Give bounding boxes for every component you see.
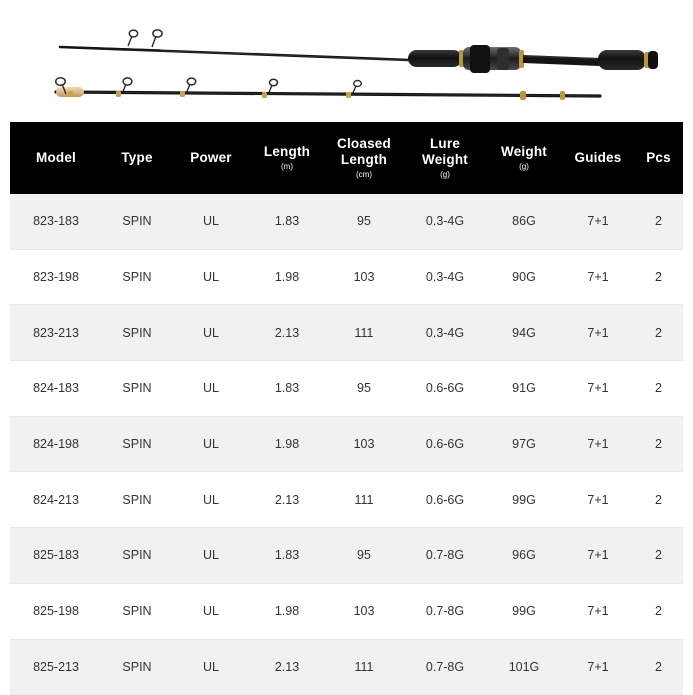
cell-closed-length: 103 [324, 416, 404, 472]
cell-pcs: 2 [634, 305, 683, 361]
table-row [10, 528, 683, 584]
cell-weight: 94G [486, 305, 562, 361]
cell-pcs: 2 [634, 583, 683, 639]
header-label: Model [36, 150, 76, 166]
cell-type: SPIN [102, 361, 172, 417]
cell-model: 823-213 [10, 305, 102, 361]
cell-pcs: 2 [634, 361, 683, 417]
table-row [10, 249, 683, 305]
header-label: Lure Weight [422, 136, 468, 168]
cell-lure-weight: 0.6-6G [404, 361, 486, 417]
cell-power: UL [172, 639, 250, 695]
cell-closed-length: 111 [324, 472, 404, 528]
cell-model: 825-183 [10, 528, 102, 584]
header-label: Cloased Length [337, 136, 391, 168]
header-label: Weight [501, 144, 547, 160]
cell-lure-weight: 0.3-4G [404, 249, 486, 305]
column-header-lure-weight [404, 122, 486, 194]
column-header-weight [486, 122, 562, 194]
header-label: Guides [574, 150, 622, 166]
header-label: Power [190, 150, 232, 166]
cell-guides: 7+1 [562, 583, 634, 639]
cell-length: 1.83 [250, 361, 324, 417]
cell-lure-weight: 0.3-4G [404, 305, 486, 361]
cell-guides: 7+1 [562, 361, 634, 417]
cell-length: 1.83 [250, 528, 324, 584]
table-row [10, 583, 683, 639]
cell-model: 825-198 [10, 583, 102, 639]
cell-power: UL [172, 416, 250, 472]
cell-closed-length: 111 [324, 639, 404, 695]
cell-type: SPIN [102, 583, 172, 639]
cell-length: 1.83 [250, 194, 324, 249]
cell-length: 1.98 [250, 249, 324, 305]
cell-power: UL [172, 249, 250, 305]
cell-closed-length: 111 [324, 305, 404, 361]
cell-weight: 90G [486, 249, 562, 305]
header-label: Length [263, 144, 311, 160]
cell-pcs: 2 [634, 416, 683, 472]
cell-pcs: 2 [634, 639, 683, 695]
cell-lure-weight: 0.7-8G [404, 528, 486, 584]
cell-guides: 7+1 [562, 528, 634, 584]
cell-power: UL [172, 305, 250, 361]
cell-weight: 101G [486, 639, 562, 695]
header-unit: (cm) [356, 170, 372, 180]
cell-weight: 96G [486, 528, 562, 584]
table-row [10, 361, 683, 417]
cell-lure-weight: 0.7-8G [404, 583, 486, 639]
cell-power: UL [172, 472, 250, 528]
cell-weight: 97G [486, 416, 562, 472]
cell-model: 824-183 [10, 361, 102, 417]
cell-guides: 7+1 [562, 305, 634, 361]
cell-pcs: 2 [634, 528, 683, 584]
table-header-row [10, 122, 683, 194]
cell-lure-weight: 0.6-6G [404, 472, 486, 528]
cell-length: 2.13 [250, 472, 324, 528]
table-row [10, 305, 683, 361]
cell-weight: 91G [486, 361, 562, 417]
cell-weight: 86G [486, 194, 562, 249]
cell-power: UL [172, 194, 250, 249]
cell-guides: 7+1 [562, 249, 634, 305]
header-unit: (m) [281, 162, 293, 172]
cell-pcs: 2 [634, 472, 683, 528]
cell-power: UL [172, 528, 250, 584]
cell-lure-weight: 0.7-8G [404, 639, 486, 695]
cell-closed-length: 95 [324, 361, 404, 417]
cell-guides: 7+1 [562, 639, 634, 695]
cell-type: SPIN [102, 472, 172, 528]
column-header-closed-length [324, 122, 404, 194]
column-header-pcs [634, 122, 683, 194]
cell-model: 823-183 [10, 194, 102, 249]
cell-guides: 7+1 [562, 194, 634, 249]
cell-guides: 7+1 [562, 472, 634, 528]
cell-lure-weight: 0.3-4G [404, 194, 486, 249]
cell-closed-length: 103 [324, 583, 404, 639]
cell-closed-length: 95 [324, 528, 404, 584]
cell-weight: 99G [486, 472, 562, 528]
header-label: Type [121, 150, 153, 166]
cell-weight: 99G [486, 583, 562, 639]
cell-type: SPIN [102, 194, 172, 249]
cell-model: 824-213 [10, 472, 102, 528]
cell-type: SPIN [102, 528, 172, 584]
table-row [10, 639, 683, 695]
column-header-model [10, 122, 102, 194]
table-row [10, 416, 683, 472]
product-image [0, 0, 693, 120]
cell-pcs: 2 [634, 194, 683, 249]
cell-model: 825-213 [10, 639, 102, 695]
cell-model: 823-198 [10, 249, 102, 305]
column-header-type [102, 122, 172, 194]
header-unit: (g) [519, 162, 529, 172]
cell-closed-length: 103 [324, 249, 404, 305]
cell-type: SPIN [102, 249, 172, 305]
cell-length: 2.13 [250, 305, 324, 361]
cell-model: 824-198 [10, 416, 102, 472]
cell-length: 1.98 [250, 416, 324, 472]
cell-type: SPIN [102, 305, 172, 361]
fishing-rod-illustration [0, 0, 693, 120]
column-header-length [250, 122, 324, 194]
cell-lure-weight: 0.6-6G [404, 416, 486, 472]
cell-type: SPIN [102, 416, 172, 472]
specification-table [10, 122, 683, 695]
cell-pcs: 2 [634, 249, 683, 305]
cell-length: 2.13 [250, 639, 324, 695]
cell-closed-length: 95 [324, 194, 404, 249]
cell-power: UL [172, 583, 250, 639]
cell-power: UL [172, 361, 250, 417]
column-header-power [172, 122, 250, 194]
column-header-guides [562, 122, 634, 194]
table-row [10, 472, 683, 528]
header-label: Pcs [646, 150, 671, 166]
header-unit: (g) [440, 170, 450, 180]
cell-type: SPIN [102, 639, 172, 695]
table-row [10, 194, 683, 249]
cell-length: 1.98 [250, 583, 324, 639]
cell-guides: 7+1 [562, 416, 634, 472]
